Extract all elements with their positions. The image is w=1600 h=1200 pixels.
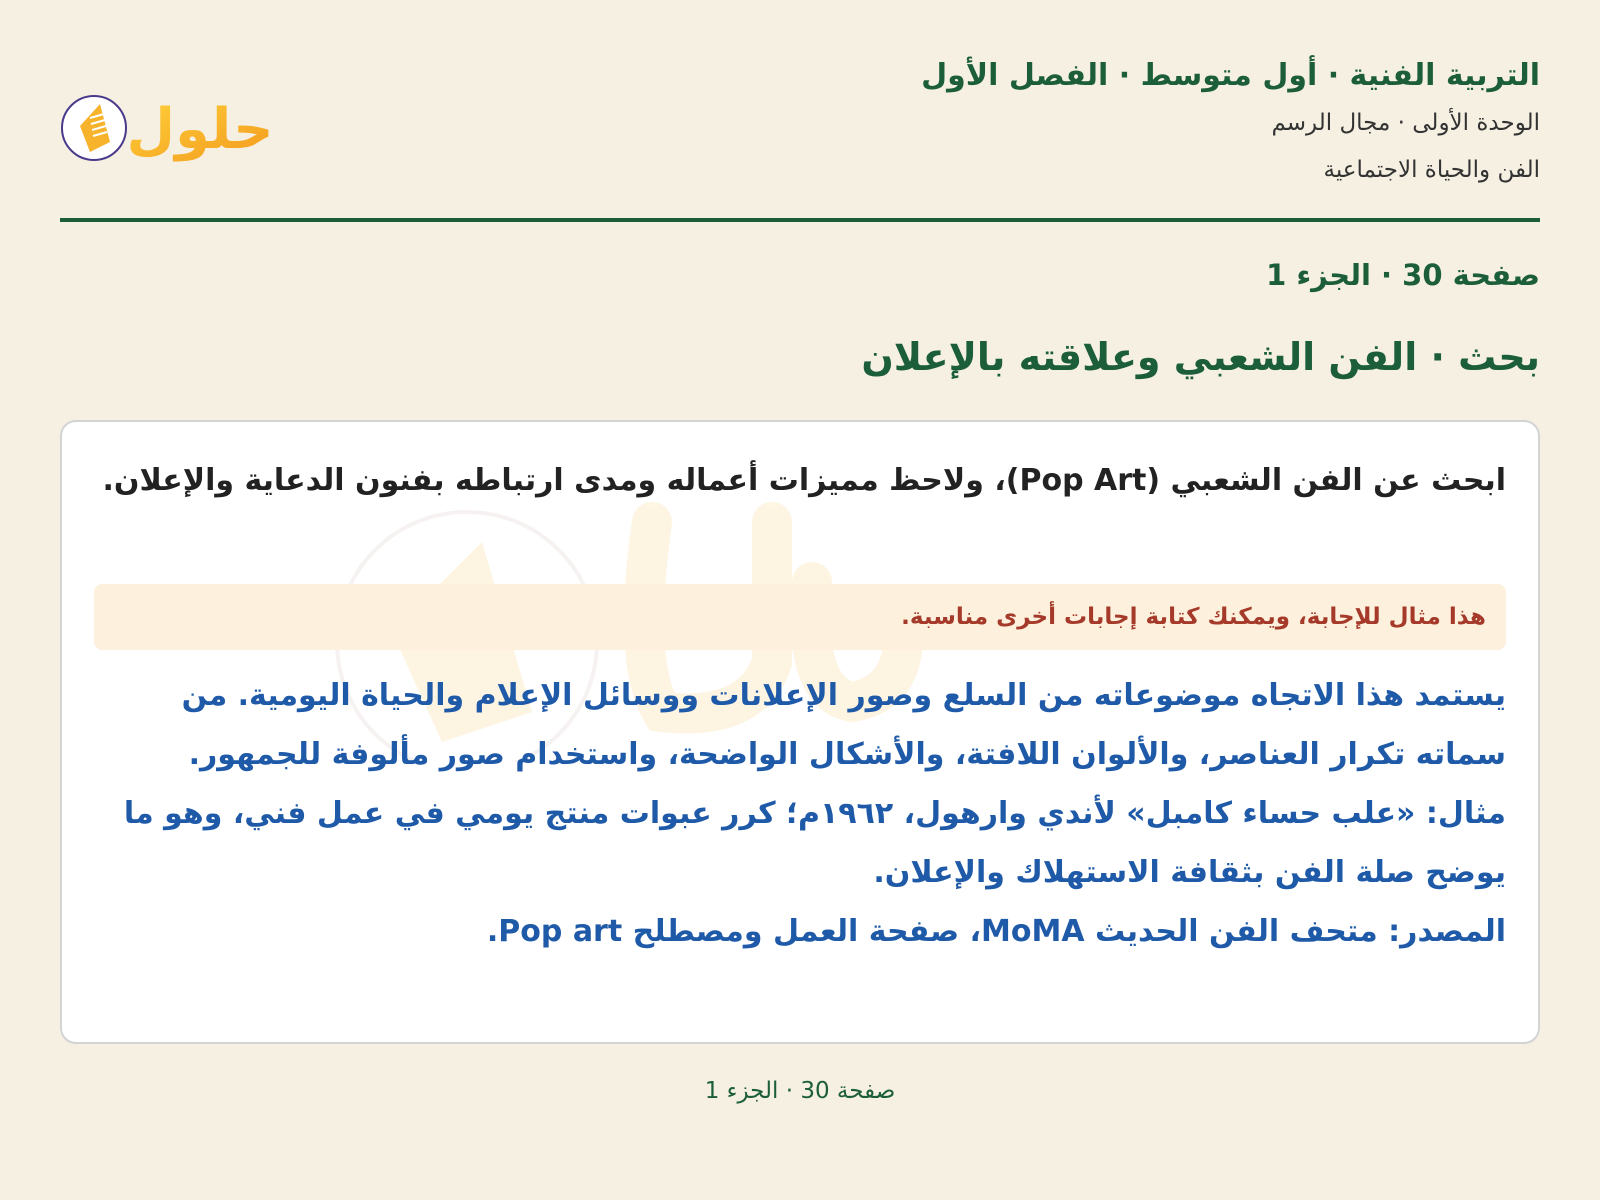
page-title: بحث · الفن الشعبي وعلاقته بالإعلان [861, 335, 1540, 379]
hulul-logo [60, 82, 275, 162]
page-reference: صفحة 30 · الجزء 1 [1266, 258, 1540, 292]
content-card [60, 420, 1540, 1044]
answer-paragraph-1: يستمد هذا الاتجاه موضوعاته من السلع وصور الإعلانات ووسائل الإعلام والحياة اليومية. من سماته تكرار العناصر، والألوان اللافتة، والأشكال الواضحة، واستخدام صور مألوفة للجمهور. [181, 678, 1506, 772]
page-header [60, 52, 1540, 217]
lesson-line: الفن والحياة الاجتماعية [1323, 157, 1540, 183]
header-text [921, 52, 1540, 194]
answer-source: المصدر: متحف الفن الحديث MoMA، صفحة العمل ومصطلح Pop art. [486, 914, 1506, 949]
question-text: ابحث عن الفن الشعبي (Pop Art)، ولاحظ مميزات أعماله ومدى ارتباطه بفنون الدعاية والإعلان. [102, 463, 1506, 498]
header-divider [60, 218, 1540, 222]
subject-line: التربية الفنية · أول متوسط · الفصل الأول [921, 58, 1540, 93]
page-footer: صفحة 30 · الجزء 1 [704, 1078, 896, 1104]
answer-text [94, 666, 1506, 961]
logo-wordmark: حلول [126, 97, 274, 162]
unit-line: الوحدة الأولى · مجال الرسم [1271, 110, 1540, 136]
answer-example: مثال: «علب حساء كامبل» لأندي وارهول، ١٩٦٢م؛ كرر عبوات منتج يومي في عمل فني، وهو ما يوضح صلة الفن بثقافة الاستهلاك والإعلان. [123, 796, 1506, 890]
answer-note: هذا مثال للإجابة، ويمكنك كتابة إجابات أخرى مناسبة. [94, 584, 1506, 650]
